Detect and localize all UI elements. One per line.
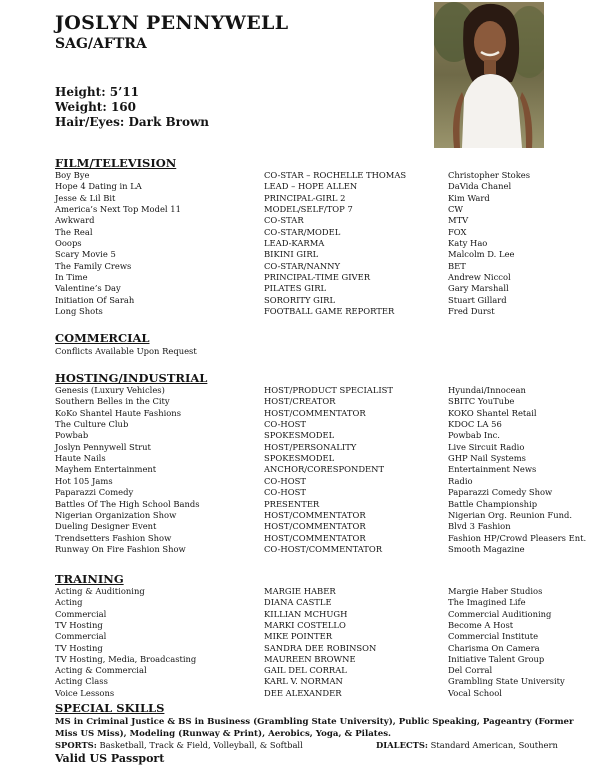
credit-company: DaVida Chanel bbox=[448, 181, 512, 192]
credit-company: Andrew Niccol bbox=[448, 271, 511, 282]
credit-company: Charisma On Camera bbox=[448, 642, 540, 653]
credit-row bbox=[0, 272, 608, 283]
credit-row bbox=[0, 544, 608, 555]
weight-stat: Weight: 160 bbox=[55, 100, 137, 114]
credit-company: Battle Championship bbox=[448, 498, 538, 509]
credit-company: Margie Haber Studios bbox=[448, 586, 543, 596]
credit-row bbox=[0, 181, 608, 192]
credit-company: The Imagined Life bbox=[448, 597, 526, 608]
credit-title: Hope 4 Dating in LA bbox=[55, 181, 142, 192]
credit-title: Acting & Commercial bbox=[55, 665, 147, 676]
credit-role: CO-HOST bbox=[264, 419, 306, 430]
credit-row bbox=[0, 261, 608, 272]
credit-company: Radio bbox=[448, 475, 473, 486]
dialects-label: DIALECTS: bbox=[376, 740, 428, 750]
film-television-heading: FILM/TELEVISION bbox=[55, 156, 177, 170]
credit-title: Hot 105 Jams bbox=[55, 475, 113, 486]
credit-role: HOST/PERSONALITY bbox=[264, 441, 357, 452]
credit-company: Gary Marshall bbox=[448, 283, 509, 294]
union-affiliation: SAG/AFTRA bbox=[55, 36, 147, 52]
headshot-image bbox=[434, 2, 544, 148]
credit-role: SPOKESMODEL bbox=[264, 453, 335, 464]
credit-role: HOST/COMMENTATOR bbox=[264, 521, 366, 532]
credit-company: Del Corral bbox=[448, 665, 493, 676]
credit-role: CO-STAR/MODEL bbox=[264, 226, 341, 237]
credit-row bbox=[0, 499, 608, 510]
credit-company: Initiative Talent Group bbox=[448, 653, 545, 664]
credit-role: CO-HOST bbox=[264, 487, 306, 498]
credit-role: HOST/CREATOR bbox=[264, 396, 336, 407]
credit-role: CO-STAR bbox=[264, 215, 304, 226]
credit-row bbox=[0, 396, 608, 407]
credit-row bbox=[0, 430, 608, 441]
credit-role: MAUREEN BROWNE bbox=[264, 653, 356, 664]
credit-title: Powbab bbox=[55, 430, 89, 441]
credit-role: HOST/COMMENTATOR bbox=[264, 532, 366, 543]
credit-title: America’s Next Top Model 11 bbox=[55, 203, 181, 214]
credit-company: CW bbox=[448, 203, 464, 214]
credit-role: PILATES GIRL bbox=[264, 283, 327, 294]
commercial-heading: COMMERCIAL bbox=[55, 331, 150, 345]
credit-role: SANDRA DEE ROBINSON bbox=[264, 642, 377, 653]
credit-company: Blvd 3 Fashion bbox=[448, 521, 511, 532]
credit-title: Jesse & Lil Bit bbox=[55, 192, 116, 203]
credit-title: Mayhem Entertainment bbox=[55, 464, 157, 475]
credit-title: Initiation Of Sarah bbox=[55, 294, 135, 305]
credit-role: MIKE POINTER bbox=[264, 631, 333, 642]
credit-role: CO-STAR – ROCHELLE THOMAS bbox=[264, 170, 407, 180]
credit-role: DEE ALEXANDER bbox=[264, 687, 342, 698]
credit-row bbox=[0, 597, 608, 608]
credit-title: Runway On Fire Fashion Show bbox=[55, 543, 186, 554]
credit-title: Acting Class bbox=[55, 676, 108, 687]
credit-title: The Culture Club bbox=[55, 419, 129, 430]
credit-role: KARL V. NORMAN bbox=[264, 676, 343, 687]
credit-title: KoKo Shantel Haute Fashions bbox=[55, 407, 182, 418]
credit-title: Long Shots bbox=[55, 305, 103, 316]
credit-row bbox=[0, 306, 608, 317]
credit-company: Entertainment News bbox=[448, 464, 537, 475]
credit-row bbox=[0, 408, 608, 419]
credit-row bbox=[0, 654, 608, 665]
credit-title: Joslyn Pennywell Strut bbox=[55, 441, 151, 452]
hair-eyes-stat: Hair/Eyes: Dark Brown bbox=[55, 115, 210, 129]
credit-role: CO-STAR/NANNY bbox=[264, 260, 341, 271]
credit-title: Scary Movie 5 bbox=[55, 249, 116, 260]
credit-role: SORORITY GIRL bbox=[264, 294, 336, 305]
credit-role: FOOTBALL GAME REPORTER bbox=[264, 305, 395, 316]
credit-company: Live Sircuit Radio bbox=[448, 441, 525, 452]
credit-role: MODEL/SELF/TOP 7 bbox=[264, 203, 353, 214]
credit-row bbox=[0, 453, 608, 464]
credit-row bbox=[0, 665, 608, 676]
credit-company: MTV bbox=[448, 215, 469, 226]
credit-title: Southern Belles in the City bbox=[55, 396, 170, 407]
credit-title: Commercial bbox=[55, 631, 107, 642]
credit-title: Haute Nails bbox=[55, 453, 106, 464]
credit-title: The Family Crews bbox=[55, 260, 132, 271]
credit-title: Valentine’s Day bbox=[55, 283, 121, 294]
credit-company: Commercial Institute bbox=[448, 631, 539, 642]
credit-row bbox=[0, 609, 608, 620]
credit-row bbox=[0, 442, 608, 453]
credit-row bbox=[0, 204, 608, 215]
credit-company: Stuart Gillard bbox=[448, 294, 507, 305]
dialects-line bbox=[376, 740, 558, 750]
credit-company: Hyundai/Innocean bbox=[448, 385, 526, 395]
special-skills-text: MS in Criminal Justice & BS in Business (Grambling State University), Public Speaking, Pageantry (Former Miss US Miss), Modeling (Runway & Print), Aerobics, Yoga, & Pilates. bbox=[55, 717, 574, 739]
credit-title: Boy Bye bbox=[55, 170, 90, 180]
credit-title: TV Hosting bbox=[55, 619, 103, 630]
credit-company: Kim Ward bbox=[448, 192, 490, 203]
sports-line bbox=[55, 740, 303, 750]
credit-company: Nigerian Org. Reunion Fund. bbox=[448, 509, 573, 520]
credit-company: Katy Hao bbox=[448, 237, 488, 248]
hosting-industrial-heading: HOSTING/INDUSTRIAL bbox=[55, 371, 208, 385]
credit-row bbox=[0, 193, 608, 204]
credit-row bbox=[0, 688, 608, 699]
credit-title: TV Hosting bbox=[55, 642, 103, 653]
credit-row bbox=[0, 295, 608, 306]
credit-company: BET bbox=[448, 260, 466, 271]
credit-company: Fashion HP/Crowd Pleasers Ent. bbox=[448, 532, 587, 543]
credit-company: Smooth Magazine bbox=[448, 543, 525, 554]
credit-role: CO-HOST/COMMENTATOR bbox=[264, 543, 383, 554]
commercial-note: Conflicts Available Upon Request bbox=[55, 346, 197, 356]
credit-company: KOKO Shantel Retail bbox=[448, 407, 537, 418]
credit-role: LEAD-KARMA bbox=[264, 237, 325, 248]
credit-company: Malcolm D. Lee bbox=[448, 249, 515, 260]
credit-row bbox=[0, 170, 608, 181]
credit-row bbox=[0, 631, 608, 642]
credit-row bbox=[0, 464, 608, 475]
headshot-photo bbox=[434, 2, 544, 148]
credit-role: HOST/COMMENTATOR bbox=[264, 509, 366, 520]
credit-title: TV Hosting, Media, Broadcasting bbox=[55, 653, 197, 664]
actor-name: JOSLYN PENNYWELL bbox=[55, 12, 289, 34]
credit-role: MARKI COSTELLO bbox=[264, 619, 346, 630]
credit-company: Commercial Auditioning bbox=[448, 608, 552, 619]
credit-title: Nigerian Organization Show bbox=[55, 509, 177, 520]
credit-role: BIKINI GIRL bbox=[264, 249, 319, 260]
credit-row bbox=[0, 227, 608, 238]
credit-role: MARGIE HABER bbox=[264, 586, 336, 596]
credit-title: Commercial bbox=[55, 608, 107, 619]
credit-company: Fred Durst bbox=[448, 305, 495, 316]
credit-company: Grambling State University bbox=[448, 676, 565, 687]
credit-row bbox=[0, 643, 608, 654]
credit-title: Acting & Auditioning bbox=[55, 586, 145, 596]
sports-label: SPORTS: bbox=[55, 740, 97, 750]
credit-role: PRINCIPAL-TIME GIVER bbox=[264, 271, 371, 282]
credit-title: Acting bbox=[55, 597, 83, 608]
credit-company: KDOC LA 56 bbox=[448, 419, 502, 430]
credit-row bbox=[0, 385, 608, 396]
credit-row bbox=[0, 249, 608, 260]
credit-role: HOST/PRODUCT SPECIALIST bbox=[264, 385, 393, 395]
credit-role: GAIL DEL CORRAL bbox=[264, 665, 347, 676]
credit-company: Powbab Inc. bbox=[448, 430, 500, 441]
credit-role: KILLIAN MCHUGH bbox=[264, 608, 348, 619]
credit-row bbox=[0, 521, 608, 532]
credit-row bbox=[0, 586, 608, 597]
credit-row bbox=[0, 487, 608, 498]
credit-company: GHP Nail Systems bbox=[448, 453, 526, 464]
dialects-value: Standard American, Southern bbox=[430, 740, 558, 750]
credit-company: Become A Host bbox=[448, 619, 514, 630]
height-stat: Height: 5’11 bbox=[55, 85, 140, 99]
special-skills-heading: SPECIAL SKILLS bbox=[55, 701, 165, 715]
credit-role: PRINCIPAL-GIRL 2 bbox=[264, 192, 346, 203]
credit-row bbox=[0, 510, 608, 521]
credit-row bbox=[0, 476, 608, 487]
credit-row bbox=[0, 676, 608, 687]
credit-title: Awkward bbox=[55, 215, 95, 226]
credit-title: Genesis (Luxury Vehicles) bbox=[55, 385, 165, 395]
credit-title: Battles Of The High School Bands bbox=[55, 498, 200, 509]
credit-title: Ooops bbox=[55, 237, 82, 248]
credit-role: DIANA CASTLE bbox=[264, 597, 332, 608]
credit-role: ANCHOR/CORESPONDENT bbox=[264, 464, 385, 475]
credit-company: Christopher Stokes bbox=[448, 170, 531, 180]
passport-note: Valid US Passport bbox=[55, 752, 165, 765]
credit-company: SBITC YouTube bbox=[448, 396, 515, 407]
credit-company: Vocal School bbox=[448, 687, 502, 698]
credit-title: In Time bbox=[55, 271, 88, 282]
credit-role: LEAD – HOPE ALLEN bbox=[264, 181, 358, 192]
credit-role: CO-HOST bbox=[264, 475, 306, 486]
credit-company: Paparazzi Comedy Show bbox=[448, 487, 553, 498]
credit-title: Dueling Designer Event bbox=[55, 521, 157, 532]
credit-row bbox=[0, 533, 608, 544]
credit-title: The Real bbox=[55, 226, 93, 237]
credit-company: FOX bbox=[448, 226, 467, 237]
credit-role: HOST/COMMENTATOR bbox=[264, 407, 366, 418]
credit-row bbox=[0, 283, 608, 294]
credit-title: Trendsetters Fashion Show bbox=[55, 532, 172, 543]
sports-value: Basketball, Track & Field, Volleyball, & Softball bbox=[99, 740, 303, 750]
credit-row bbox=[0, 620, 608, 631]
credit-role: PRESENTER bbox=[264, 498, 320, 509]
credit-title: Paparazzi Comedy bbox=[55, 487, 134, 498]
training-heading: TRAINING bbox=[55, 572, 124, 586]
credit-row bbox=[0, 215, 608, 226]
credit-row bbox=[0, 238, 608, 249]
credit-row bbox=[0, 419, 608, 430]
credit-role: SPOKESMODEL bbox=[264, 430, 335, 441]
credit-title: Voice Lessons bbox=[55, 687, 115, 698]
